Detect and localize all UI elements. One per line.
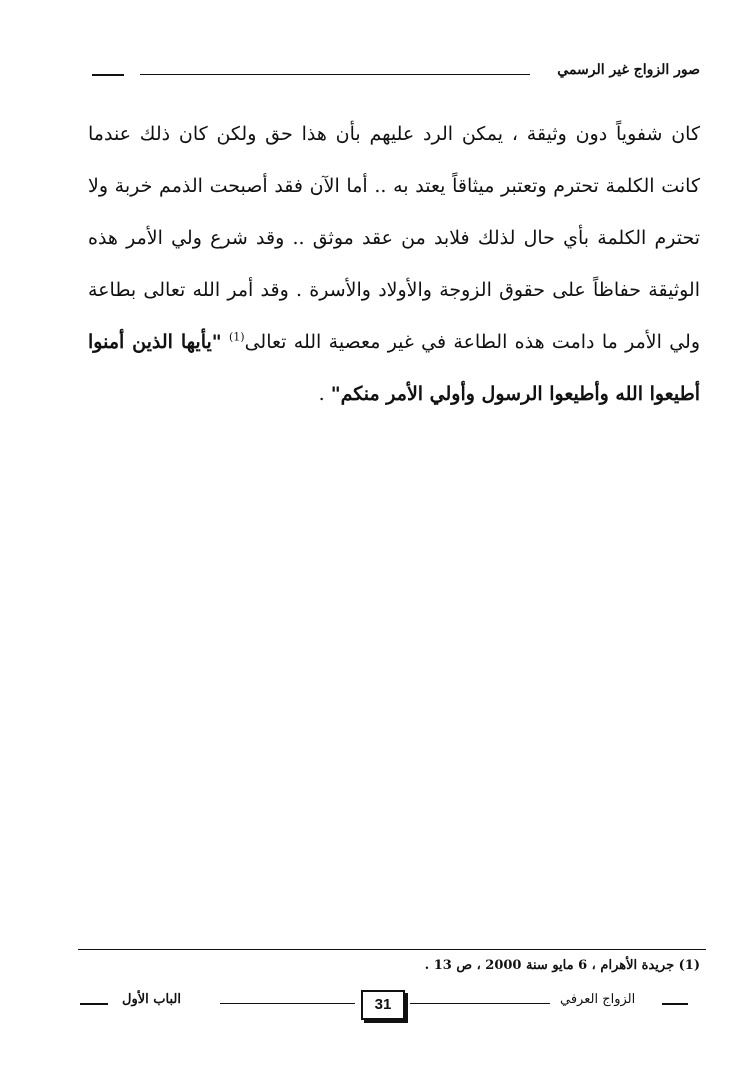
page-number: 31 <box>361 990 405 1020</box>
footer-rule-left <box>220 1003 355 1004</box>
footer-left-dash <box>80 1003 108 1005</box>
header-title: صور الزواج غير الرسمي <box>547 62 700 78</box>
running-header <box>80 62 700 86</box>
footer-rule-right <box>410 1003 550 1004</box>
header-rule <box>140 74 530 75</box>
footer-book-title: الزواج العرفي <box>560 992 636 1007</box>
footnote: (1) جريدة الأهرام ، 6 مايو سنة 2000 ، ص 13 . <box>424 958 700 973</box>
footer-right-dash <box>662 1003 688 1005</box>
end-punctuation: . <box>318 383 331 405</box>
footnote-reference: (1) <box>229 330 245 344</box>
page-footer <box>70 990 710 1020</box>
header-dash <box>92 74 124 76</box>
paragraph-text: كان شفوياً دون وثيقة ، يمكن الرد عليهم بأن هذا حق ولكن كان ذلك عندما كانت الكلمة تحترم وتعتبر ميثاقاً يعتد به .. أما الآن فقد أصبحت الذمم خربة ولا تحترم الكلمة بأي حال لذلك فلابد من عقد موثق .. وقد شرع ولي الأمر هذه الوثيقة حفاظاً على حقوق الزوجة والأولاد والأسرة . وقد أمر الله تعالى بطاعة ولي الأمر ما دامت هذه الطاعة في غير معصية الله تعالى <box>88 123 700 353</box>
paragraph <box>88 108 700 420</box>
body-paragraph <box>88 108 700 420</box>
footer-chapter: الباب الأول <box>122 992 181 1007</box>
footnote-separator <box>78 949 706 950</box>
quranic-quote: "يأيها الذين أمنوا أطيعوا الله وأطيعوا الرسول وأولي الأمر منكم" <box>88 331 700 405</box>
